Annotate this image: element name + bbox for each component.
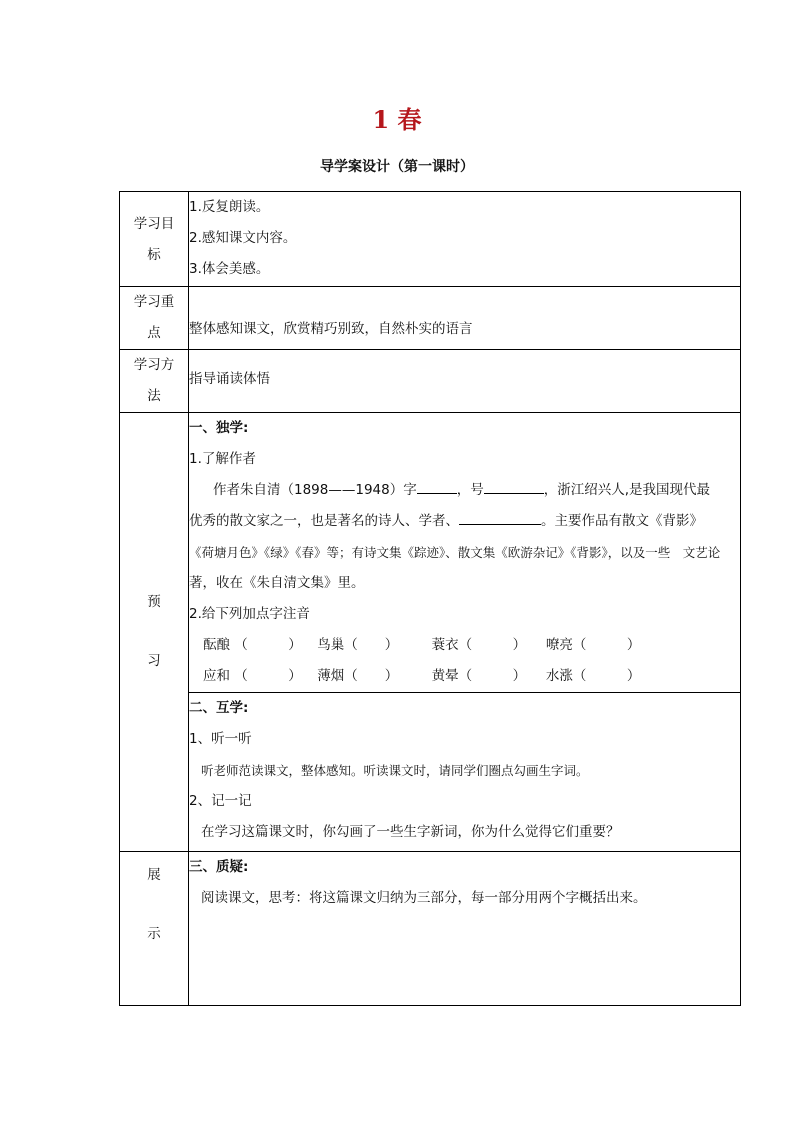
self-study-heading: 一、独学: xyxy=(189,420,249,436)
preview-label-line1: 预 xyxy=(147,594,161,610)
preview-label-line2: 习 xyxy=(147,653,161,669)
method-text: 指导诵读体悟 xyxy=(189,371,270,387)
q2-title: 2.给下列加点字注音 xyxy=(189,606,310,622)
goal-item: 2.感知课文内容。 xyxy=(189,230,297,246)
page-title: 1 春 xyxy=(372,105,422,134)
pinyin-item[interactable]: 水涨（ ） xyxy=(545,668,641,684)
q1-line3: 《荷塘月色》《绿》《春》等；有诗文集《踪迹》、散文集《欧游杂记》《背影》，以及一些 文艺论 xyxy=(189,545,721,560)
listen-text: 听老师范读课文，整体感知。听读课文时，请同学们圈点勾画生字词。 xyxy=(201,763,589,778)
question-text: 阅读课文，思考：将这篇课文归纳为三部分，每一部分用两个字概括出来。 xyxy=(201,890,647,906)
focus-content xyxy=(189,287,741,350)
goal-item: 3.体会美感。 xyxy=(189,261,270,277)
show-label-line1: 展 xyxy=(147,867,161,883)
method-row xyxy=(120,350,741,413)
self-study-content xyxy=(189,413,741,693)
page-subtitle: 导学案设计（第一课时） xyxy=(320,159,474,175)
mutual-study-heading: 二、互学: xyxy=(189,700,249,716)
mutual-study-content xyxy=(189,693,741,852)
blank-hao[interactable] xyxy=(484,479,544,494)
q1-line4: 著，收在《朱自清文集》里。 xyxy=(189,575,365,591)
goals-label-line2: 标 xyxy=(147,247,161,263)
q1-text-e: 。主要作品有散文《背影》 xyxy=(541,513,703,529)
question-heading: 三、质疑: xyxy=(189,859,249,875)
goals-label-line1: 学习目 xyxy=(133,216,175,232)
method-label-line1: 学习方 xyxy=(133,357,175,373)
q1-text-b: ，号 xyxy=(456,482,484,498)
mutual-study-row xyxy=(120,693,741,852)
pinyin-item[interactable]: 黄晕（ ） xyxy=(431,668,527,684)
q1-text-d: 优秀的散文家之一，也是著名的诗人、学者、 xyxy=(189,513,459,529)
note-text: 在学习这篇课文时，你勾画了一些生字新词，你为什么觉得它们重要？ xyxy=(201,824,620,840)
worksheet-table xyxy=(119,191,741,1006)
method-label xyxy=(120,350,189,413)
focus-label-line2: 点 xyxy=(147,325,161,341)
preview-label xyxy=(120,413,189,852)
blank-identity[interactable] xyxy=(459,510,541,525)
show-content xyxy=(189,852,741,1006)
goals-row xyxy=(120,192,741,287)
method-content xyxy=(189,350,741,413)
show-label xyxy=(120,852,189,1006)
focus-row xyxy=(120,287,741,350)
goal-item: 1.反复朗读。 xyxy=(189,199,270,215)
blank-zi[interactable] xyxy=(417,479,457,494)
show-row xyxy=(120,852,741,1006)
note-title: 2、记一记 xyxy=(189,793,252,809)
preview-row xyxy=(120,413,741,693)
pinyin-item[interactable]: 酝酿 （ ） xyxy=(203,637,302,653)
goals-content xyxy=(189,192,741,287)
q1-title: 1.了解作者 xyxy=(189,451,256,467)
q1-line2 xyxy=(189,506,740,537)
pinyin-row-2 xyxy=(189,661,740,692)
focus-text: 整体感知课文，欣赏精巧别致，自然朴实的语言 xyxy=(189,321,473,337)
pinyin-item[interactable]: 嘹亮（ ） xyxy=(545,637,641,653)
goals-label xyxy=(120,192,189,287)
q1-text-c: ，浙江绍兴人,是我国现代最 xyxy=(543,482,711,498)
pinyin-item[interactable]: 鸟巢（ ） xyxy=(317,637,399,653)
focus-label-line1: 学习重 xyxy=(133,294,175,310)
pinyin-item[interactable]: 薄烟（ ） xyxy=(317,668,399,684)
pinyin-item[interactable]: 蓑衣（ ） xyxy=(431,637,527,653)
listen-title: 1、听一听 xyxy=(189,731,252,747)
q1-text-a: 作者朱自清（1898——1948）字 xyxy=(213,482,417,498)
pinyin-item[interactable]: 应和 （ ） xyxy=(203,668,302,684)
focus-label xyxy=(120,287,189,350)
pinyin-row-1 xyxy=(189,630,740,661)
q1-line1 xyxy=(189,475,740,506)
method-label-line2: 法 xyxy=(147,388,161,404)
show-label-line2: 示 xyxy=(147,926,161,942)
